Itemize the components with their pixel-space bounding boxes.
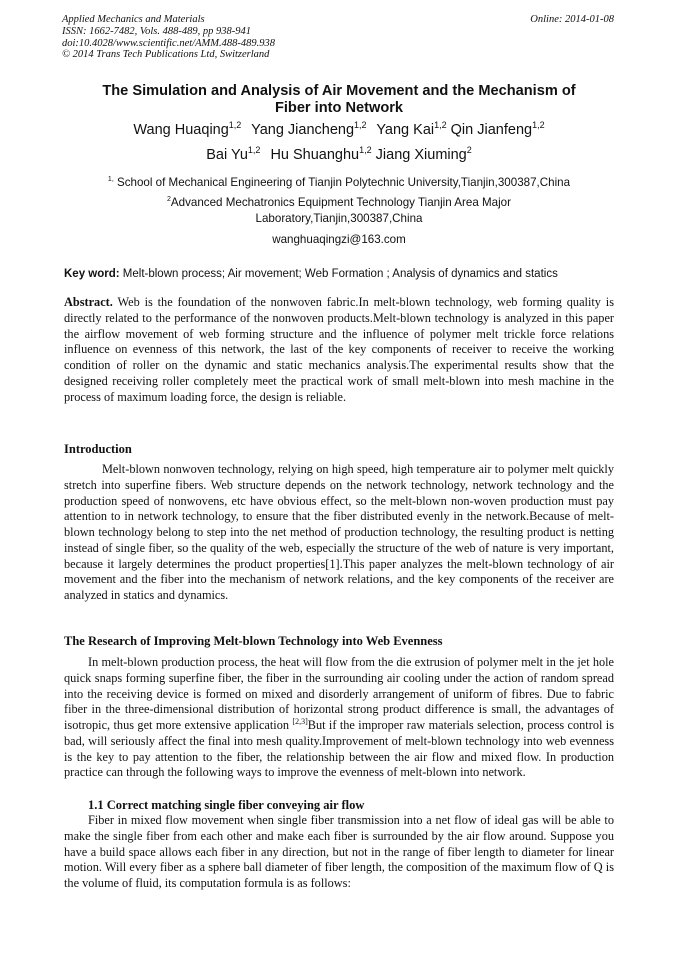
keywords-text: Melt-blown process; Air movement; Web Formation ; Analysis of dynamics and statics: [119, 268, 558, 280]
keywords-label: Key word:: [64, 268, 120, 280]
online-date: Online: 2014-01-08: [530, 14, 614, 25]
doi-line: doi:10.4028/www.scientific.net/AMM.488-489.938: [62, 37, 275, 49]
author-affiliation-mark: 1,2: [434, 120, 447, 130]
author-name: Qin Jianfeng: [450, 122, 533, 138]
reference-mark: [2,3]: [292, 717, 308, 726]
author-affiliation-mark: 1,2: [247, 145, 261, 155]
author-line-2: [64, 146, 614, 164]
affiliation-mark: 1,: [107, 176, 114, 183]
research-text-a: In melt-blown production process, the heat will flow from the die extrusion of polymer melt in the jet hole quick snaps forming superfine fiber, the fiber in the surrounding air cooling under the action of random spread into the receiving device is formed on mixed and disorderly arrangement of uniform of fibres. Due to fabric fiber in the three-dimensional distribution of horizontal strong product difference is small, the advantages of isotropic, thus get more extensive application: [64, 655, 614, 732]
copyright-line: © 2014 Trans Tech Publications Ltd, Switzerland: [62, 49, 270, 61]
research-heading: The Research of Improving Melt-blown Technology into Web Evenness: [64, 634, 443, 648]
affiliation-text: Advanced Mechatronics Equipment Technology Tianjin Area Major: [170, 196, 511, 209]
author-affiliation-mark: 1,2: [228, 120, 242, 130]
author-name: Wang Huaqing: [133, 122, 229, 138]
keywords: [64, 267, 616, 281]
author-name: Bai Yu: [206, 147, 248, 163]
author-affiliation-mark: 1,2: [359, 145, 372, 155]
author-name: Yang Kai: [376, 122, 435, 138]
author-name: Yang Jiancheng: [251, 122, 355, 138]
section-1-1-heading: 1.1 Correct matching single fiber conveying air flow: [88, 798, 365, 812]
author-name: Jiang Xiuming: [375, 147, 467, 163]
journal-header: [62, 14, 275, 61]
affiliation-text: School of Mechanical Engineering of Tianjin Polytechnic University,Tianjin,300387,China: [117, 176, 571, 189]
affiliation-text: Laboratory,Tianjin,300387,China: [255, 212, 423, 225]
author-name: Hu Shuanghu: [270, 147, 360, 163]
author-affiliation-mark: 1,2: [532, 120, 545, 130]
research-text-b: But if the improper raw materials selection, process control is bad, will seriously affect the final into mesh quality.Improvement of melt-blown technology into web evenness is the key to pay attention to the fiber, the relationship between the air flow and mixed flow. In production practice can through the following ways to improve the evenness of melt-blown into network.: [64, 718, 614, 780]
abstract-text: Web is the foundation of the nonwoven fabric.In melt-blown technology, web forming quality is directly related to the performance of the nonwoven products.Melt-blown technology is analyzed in this paper the airflow movement of web forming structure and the influence of polymer melt trickle force relations influence on evenness of this network, the last of the key components of receiver to receive the working condition of roller on the dynamic and static mechanics analysis.The experimental results show that the designed receiving roller completely meet the practical work of small melt-blown into mesh machine in the process of maximum loading force, the design is reliable.: [64, 295, 614, 404]
author-affiliation-mark: 2: [466, 145, 472, 155]
affiliation-mark: 2: [167, 196, 171, 203]
research-paragraph: [64, 655, 614, 781]
paper-title: [64, 83, 614, 117]
section-1-1-paragraph: Fiber in mixed flow movement when single fiber transmission into a net flow of ideal gas will be able to make the single fiber from each other and make each fiber is surrounded by the air flow around. Suppose you have a build space allows each fiber in any direction, but not in the range of fiber length to diameter for linear motion. Will every fiber as a sphere ball diameter of fiber length, the composition of the maximum flow of Q is the volume of fluid, its computation formula is as follows:: [64, 813, 614, 890]
affiliation-1: [64, 175, 614, 191]
abstract-label: Abstract.: [64, 295, 113, 309]
author-affiliation-mark: 1,2: [354, 120, 367, 130]
title-line-1: The Simulation and Analysis of Air Movement and the Mechanism of: [102, 83, 576, 99]
introduction-heading: Introduction: [64, 442, 132, 456]
issn-line: ISSN: 1662-7482, Vols. 488-489, pp 938-941: [62, 25, 251, 37]
title-line-2: Fiber into Network: [274, 100, 404, 116]
abstract-paragraph: [64, 295, 614, 405]
affiliation-2: [64, 195, 614, 227]
email-line: wanghuaqingzi@163.com: [272, 233, 406, 246]
journal-name: Applied Mechanics and Materials: [62, 14, 205, 25]
introduction-paragraph: Melt-blown nonwoven technology, relying on high speed, high temperature air to polymer melt quickly stretch into superfine fibers. Web structure depends on the network technology, network technology and the production speed of nonwovens, etc have obvious effect, so the melt-blown non-woven production must pay attention to in network technology, to ensure that the fiber distributed evenly in the network.Because of melt-blown technology belong to step into the net method of production technology, the resulting product is netting instead of single fiber, so the quality of the web, especially the structure of the web of nature is very important, because it largely determines the product properties[1].This paper analyzes the melt-blown technology of air movement and the fiber into the mechanism of network relations, and the key components of the receiver are analyzed in statics and dynamics.: [64, 462, 614, 602]
author-line-1: [64, 121, 614, 139]
